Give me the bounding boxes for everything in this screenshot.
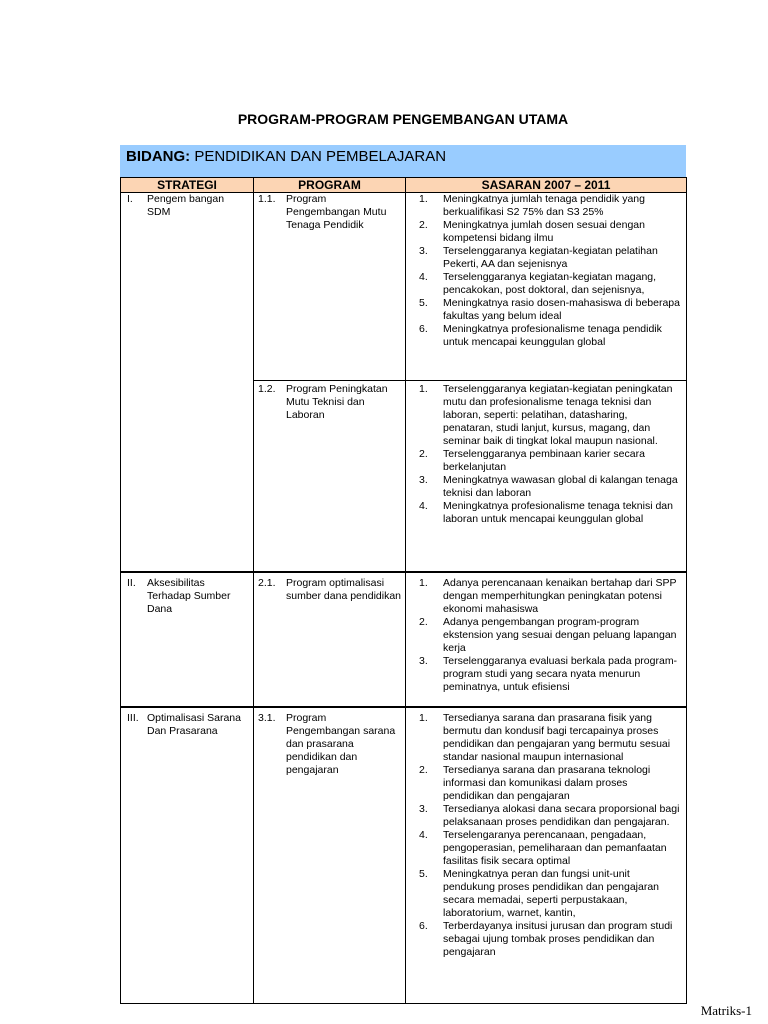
header-sasaran: SASARAN 2007 – 2011	[406, 178, 687, 193]
table-header-row	[121, 178, 687, 193]
document-title: PROGRAM-PROGRAM PENGEMBANGAN UTAMA	[237, 111, 569, 127]
program-matrix-table	[120, 177, 687, 1004]
strategy-cell	[121, 193, 254, 381]
target-item: 3. Terselenggaranya evaluasi berkala pada program-program studi yang secara nyata menurun peminatnya, untuk efisiensi	[419, 655, 678, 693]
strategy-cell	[121, 707, 254, 1004]
target-item: 1. Adanya perencanaan kenaikan bertahap dari SPP dengan memperhitungkan peningkatan potensi ekonomi mahasiswa	[419, 577, 677, 615]
target-list	[406, 381, 686, 526]
target-item: 6. Meningkatnya profesionalisme tenaga pendidik untuk mencapai keunggulan global	[419, 323, 662, 348]
program-number: 1.2.	[258, 383, 276, 395]
bidang-banner	[120, 145, 686, 177]
strategy-text: Optimalisasi Sarana Dan Prasarana	[147, 712, 241, 737]
target-item: 4. Terselenggaranya kegiatan-kegiatan magang, pencakokan, post doktoral, dan sejenisnya,	[419, 271, 657, 296]
target-item: 2. Meningkatnya jumlah dosen sesuai dengan kompetensi bidang ilmu	[419, 219, 645, 244]
targets-cell	[406, 707, 687, 1004]
target-item: 6. Terberdayanya insitusi jurusan dan program studi sebagai ujung tombak proses pendidikan dan pengajaran	[419, 920, 673, 958]
target-list	[406, 708, 686, 959]
strategy-cell	[121, 381, 254, 573]
strategy-cell	[121, 572, 254, 707]
table-row	[121, 707, 687, 1004]
target-item: 3. Tersedianya alokasi dana secara proporsional bagi pelaksanaan proses pendidikan dan pengajaran.	[419, 803, 680, 828]
program-text: Program Pengembangan sarana dan prasarana pendidikan dan pengajaran	[286, 712, 396, 776]
targets-cell	[406, 572, 687, 707]
strategy-text: Pengem bangan SDM	[147, 193, 225, 218]
program-cell	[254, 707, 406, 1004]
bidang-value: PENDIDIKAN DAN PEMBELAJARAN	[194, 148, 447, 165]
program-number: 1.1.	[258, 193, 276, 205]
target-item: 5. Meningkatnya rasio dosen-mahasiswa di beberapa fakultas yang belum ideal	[419, 297, 680, 322]
targets-cell	[406, 193, 687, 381]
program-text: Program optimalisasi sumber dana pendidikan	[286, 577, 401, 602]
target-item: 1. Meningkatnya jumlah tenaga pendidik yang berkualifikasi S2 75% dan S3 25%	[419, 193, 645, 218]
target-list	[406, 193, 686, 349]
target-item: 3. Terselenggaranya kegiatan-kegiatan pelatihan Pekerti, AA dan sejenisnya	[419, 245, 658, 270]
target-item: 3. Meningkatnya wawasan global di kalangan tenaga teknisi dan laboran	[419, 474, 678, 499]
strategy-number: II.	[127, 577, 136, 589]
header-program: PROGRAM	[254, 178, 406, 193]
target-item: 1. Terselenggaranya kegiatan-kegiatan peningkatan mutu dan profesionalisme tenaga teknisi dan laboran, seperti: pelatihan, datasharing, penataran, studi lanjut, kursus, magang, dan seminar baik di tingkat lokal maupun nasional.	[419, 383, 673, 447]
program-text: Program Peningkatan Mutu Teknisi dan Laboran	[286, 383, 388, 421]
table-row	[121, 193, 687, 381]
page-footer-label: Matriks-1	[700, 1003, 752, 1018]
program-number: 3.1.	[258, 712, 276, 724]
target-list	[406, 573, 686, 694]
target-item: 4. Terselengaranya perencanaan, pengadaan, pengoperasian, pemeliharaan dan pemanfaatan fasilitas fisik secara optimal	[419, 829, 667, 867]
table-row	[121, 572, 687, 707]
header-strategi: STRATEGI	[121, 178, 254, 193]
program-cell	[254, 193, 406, 381]
target-item: 2. Adanya pengembangan program-program ekstension yang sesuai dengan peluang lapangan kerja	[419, 616, 677, 654]
program-text: Program Pengembangan Mutu Tenaga Pendidik	[286, 193, 387, 231]
program-number: 2.1.	[258, 577, 276, 589]
strategy-text: Aksesibilitas Terhadap Sumber Dana	[147, 577, 231, 615]
targets-cell	[406, 381, 687, 573]
target-item: 2. Terselenggaranya pembinaan karier secara berkelanjutan	[419, 448, 645, 473]
table-row	[121, 381, 687, 573]
program-cell	[254, 572, 406, 707]
target-item: 5. Meningkatnya peran dan fungsi unit-unit pendukung proses pendidikan dan pengajaran secara memadai, seperti perpustakaan, laboratorium, warnet, kantin,	[419, 868, 660, 919]
bidang-label: BIDANG:	[126, 148, 191, 165]
target-item: 1. Tersedianya sarana dan prasarana fisik yang bermutu dan kondusif bagi tercapainya proses pendidikan dan pengajaran yang bermutu sesuai standar nasional maupun internasional	[419, 712, 671, 763]
target-item: 2. Tersedianya sarana dan prasarana teknologi informasi dan komunikasi dalam proses pendidikan dan pengajaran	[419, 764, 651, 802]
target-item: 4. Meningkatnya profesionalisme tenaga teknisi dan laboran untuk mencapai keunggulan global	[419, 500, 673, 525]
strategy-number: I.	[127, 193, 133, 205]
strategy-number: III.	[127, 712, 139, 724]
program-cell	[254, 381, 406, 573]
